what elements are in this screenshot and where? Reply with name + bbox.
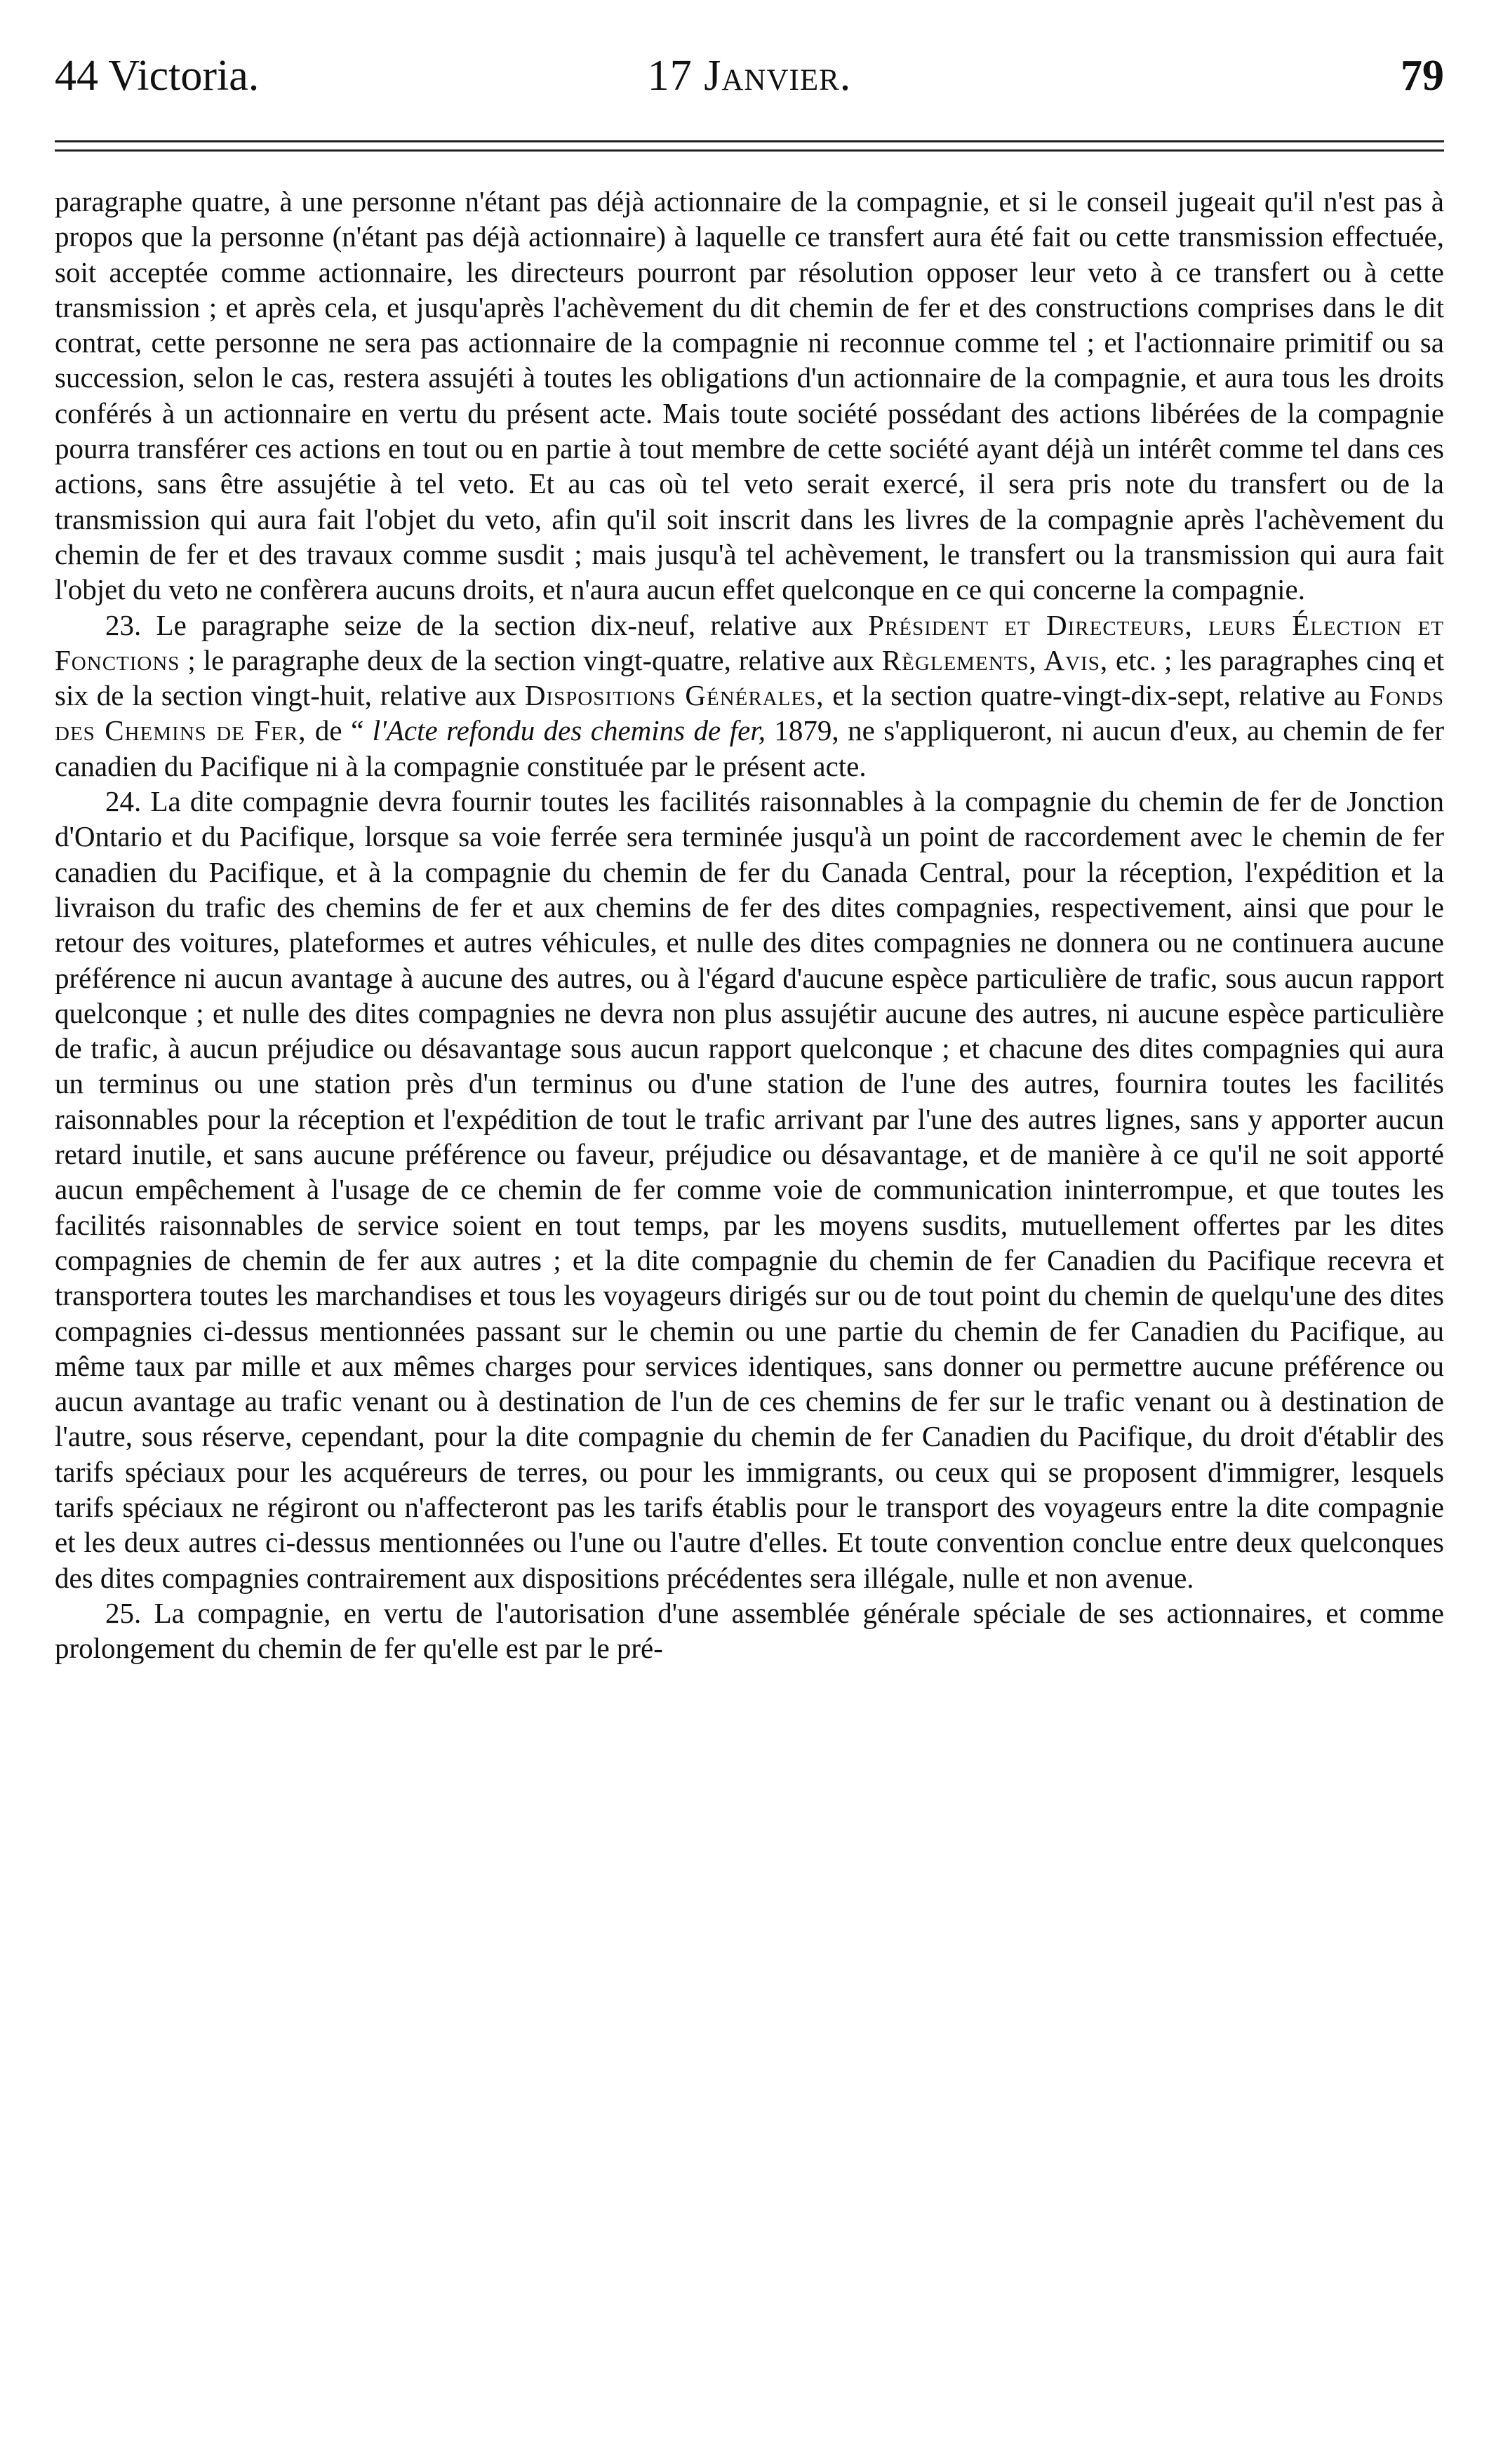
paragraph-23-text: ; le paragraphe deux de la section vingt-quatre, relative aux [180, 643, 882, 676]
header-rule-top [55, 140, 1444, 142]
running-head-date: 17 Janvier. [647, 52, 852, 100]
body-text [55, 184, 1444, 1666]
paragraph-23-smallcaps-president: Président et Directeurs, leurs Élection et Fonctions [55, 608, 1444, 676]
paragraph-23-text: et la section quatre-vingt-dix-sept, relative au [824, 679, 1370, 712]
running-head [55, 41, 1444, 111]
paragraph-23-text: de “ [306, 714, 373, 747]
header-rule-bottom [55, 149, 1444, 152]
page-number: 79 [1401, 52, 1444, 100]
paragraph-23-smallcaps-dispositions: Dispositions Générales, [524, 679, 824, 712]
paragraph-24: 24. La dite compagnie devra fournir toutes les facilités raisonnables à la compagnie du chemin de fer de Jonction d'Ontario et du Pacifique, lorsque sa voie ferrée sera terminée jusqu'à un point de raccordement avec le chemin de fer canadien du Pacifique, et à la compagnie du chemin de fer du Canada Central, pour la réception, l'expédition et la livraison du trafic des chemins de fer et aux chemins de fer des dites compagnies, respectivement, ainsi que pour le retour des voitures, plateformes et autres véhicules, et nulle des dites compagnies ne donnera ou ne continuera aucune préférence ni aucun avantage à aucune des autres, ou à l'égard d'aucune espèce particulière de trafic, sous aucun rapport quelconque ; et nulle des dites compagnies ne devra non plus assujétir aucune des autres, ni aucune espèce particulière de trafic, à aucun préjudice ou désavantage sous aucun rapport quelconque ; et chacune des dites compagnies qui aura un terminus ou une station près d'un terminus ou d'une station de l'une des autres, fournira toutes les facilités raisonnables pour la réception et l'expédition de tout le trafic arrivant par l'une des autres lignes, sans y apporter aucun retard inutile, et sans aucune préférence ou faveur, préjudice ou désavantage, et de manière à ce qu'il ne soit apporté aucun empêchement à l'usage de ce chemin de fer comme voie de communication ininterrompue, et que toutes les facilités raisonnables de service soient en tout temps, par les moyens susdits, mutuellement offertes par les dites compagnies de chemin de fer aux autres ; et la dite compagnie du chemin de fer Canadien du Pacifique recevra et transportera toutes les marchandises et tous les voyageurs dirigés sur ou de tout point du chemin de quelqu'une des dites compagnies ci-dessus mentionnées passant sur le chemin ou une partie du chemin de fer Canadien du Pacifique, au même taux par mille et aux mêmes charges pour services identiques, sans donner ou permettre aucune préférence ou aucun avantage au trafic venant ou à destination de l'un de ces chemins de fer sur le trafic venant ou à destination de l'autre, sous réserve, cependant, pour la dite compagnie du chemin de fer Canadien du Pacifique, du droit d'établir des tarifs spéciaux pour les acquéreurs de terres, ou pour les immigrants, ou ceux qui se proposent d'immigrer, lesquels tarifs spéciaux ne régiront ou n'affecteront pas les tarifs établis pour le transport des voyageurs entre la dite compagnie et les deux autres ci-dessus mentionnées ou l'une ou l'autre d'elles. Et toute convention conclue entre deux quelconques des dites compagnies contrairement aux dispositions précédentes sera illégale, nulle et non avenue. [55, 785, 1444, 1594]
paragraph-23-smallcaps-fonds: Fonds des Chemins de Fer, [55, 679, 1444, 747]
paragraph-23-smallcaps-reglements: Règlements, Avis, [881, 643, 1109, 676]
paragraph-23-act-title: l'Acte refondu des chemins de fer, [372, 714, 766, 747]
paragraph-23 [55, 608, 1444, 784]
paragraph-23-text: 1879, ne s'appliqueront, ni aucun d'eux, au chemin de fer canadien du Pacifique ni à la compagnie constituée par le présent acte. [55, 714, 1444, 782]
paragraph-22-continuation: paragraphe quatre, à une personne n'étant pas déjà actionnaire de la compagnie, et si le conseil jugeait qu'il n'est pas à propos que la personne (n'étant pas déjà actionnaire) à laquelle ce transfert aura été fait ou cette transmission effectuée, soit acceptée comme actionnaire, les directeurs pourront par résolution opposer leur veto à ce transfert ou à cette transmission ; et après cela, et jusqu'après l'achèvement du dit chemin de fer et des constructions comprises dans le dit contrat, cette personne ne sera pas actionnaire de la compagnie ni reconnue comme tel ; et l'actionnaire primitif ou sa succession, selon le cas, restera assujéti à toutes les obligations d'un actionnaire de la compagnie, et aura tous les droits conférés à un actionnaire en vertu du présent acte. Mais toute société possédant des actions libérées de la compagnie pourra transférer ces actions en tout ou en partie à tout membre de cette société ayant déjà un intérêt comme tel dans ces actions, sans être assujétie à tel veto. Et au cas où tel veto serait exercé, il sera pris note du transfert ou de la transmission qui aura fait l'objet du veto, afin qu'il soit inscrit dans les livres de la compagnie après l'achèvement du chemin de fer et des travaux comme susdit ; mais jusqu'à tel achèvement, le transfert ou la transmission qui aura fait l'objet du veto ne confèrera aucuns droits, et n'aura aucun effet quelconque en ce qui concerne la compagnie. [55, 185, 1444, 606]
paragraph-23-text: 23. Le paragraphe seize de la section dix-neuf, relative aux [105, 608, 869, 641]
running-head-left: 44 Victoria. [55, 52, 260, 100]
paragraph-23-text: etc. ; les paragraphes cinq et six de la section vingt-huit, relative aux [55, 643, 1444, 712]
paragraph-25: 25. La compagnie, en vertu de l'autorisation d'une assemblée générale spéciale de ses actionnaires, et comme prolongement du chemin de fer qu'elle est par le pré- [55, 1596, 1444, 1665]
